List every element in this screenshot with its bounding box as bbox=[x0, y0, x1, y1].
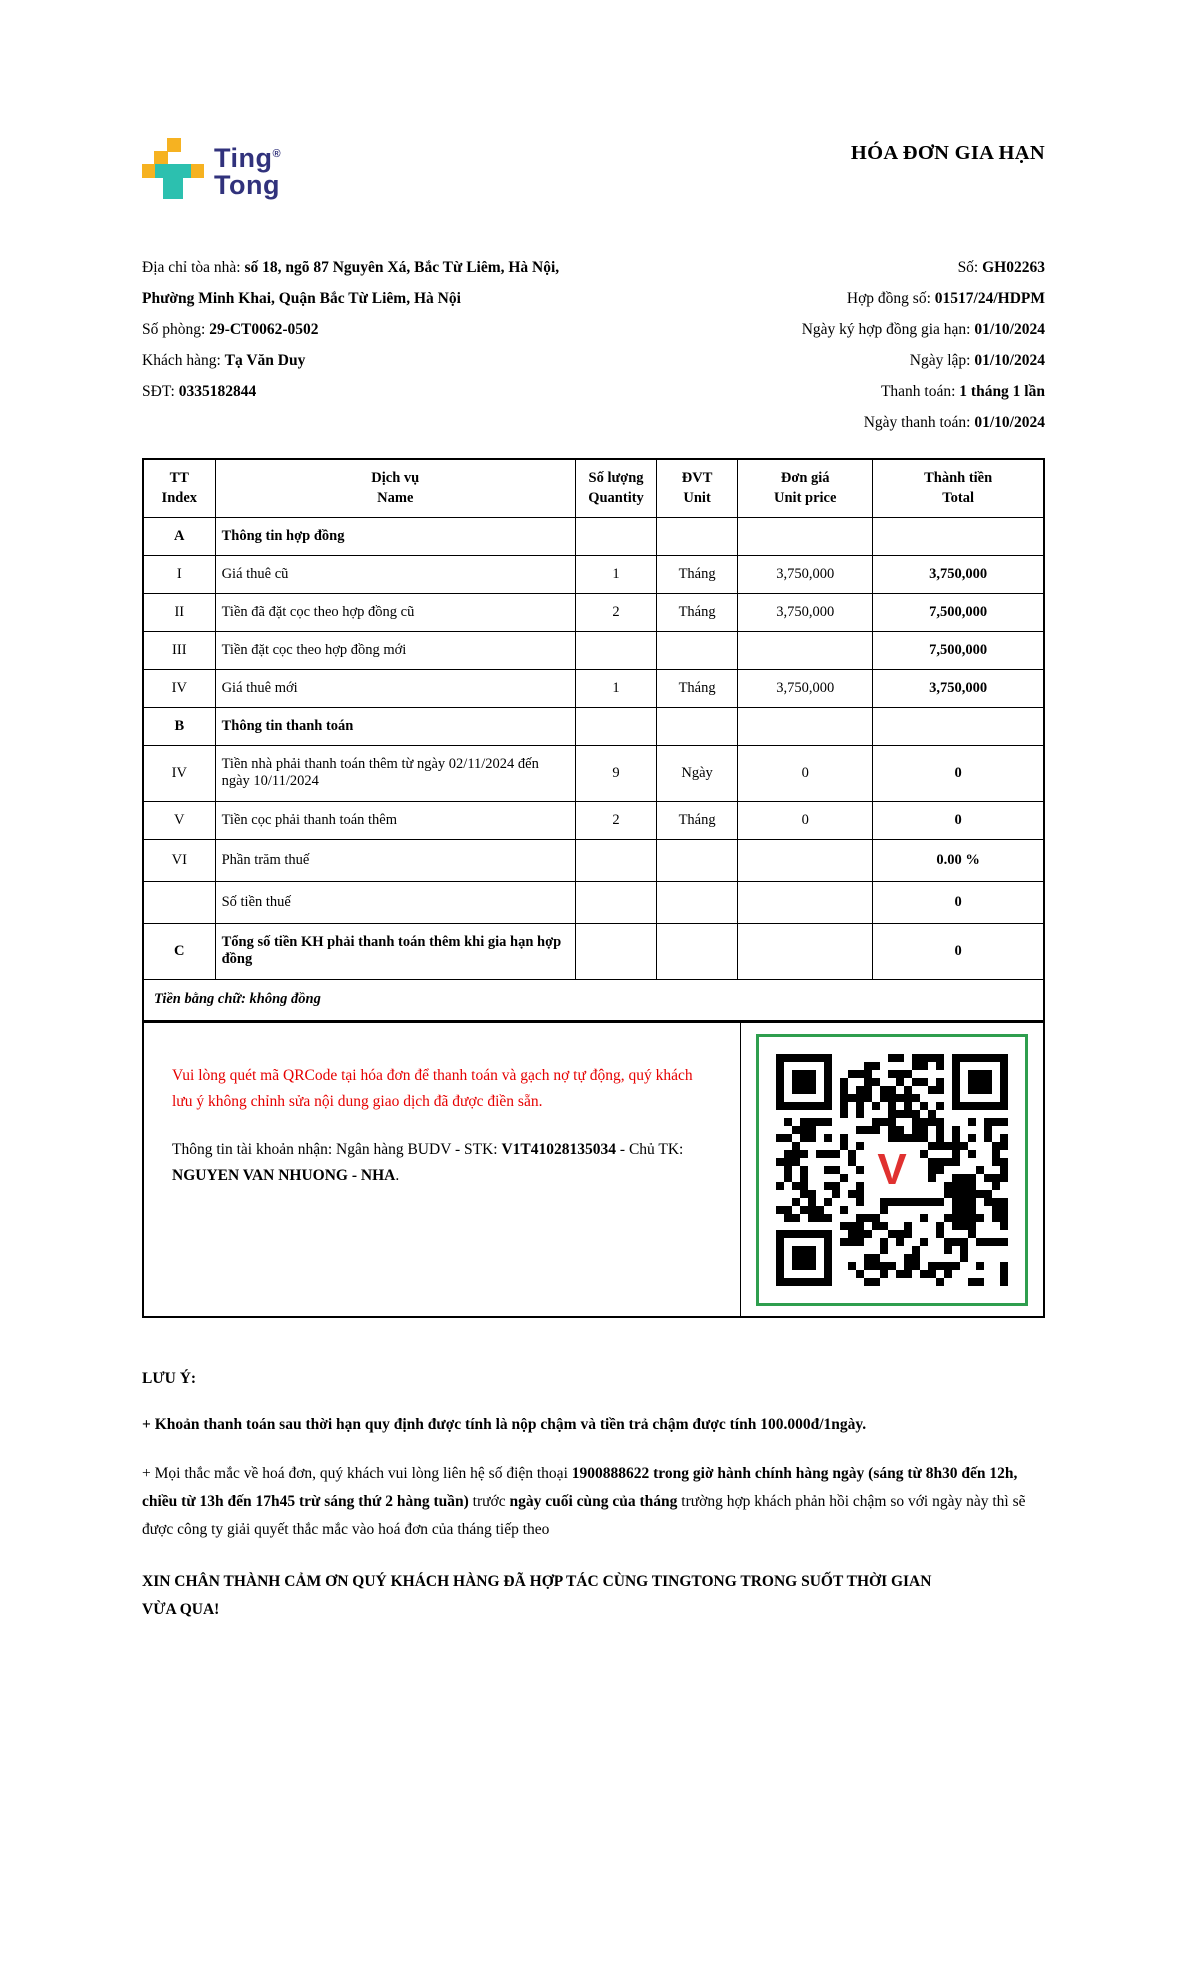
payment-date-line: Ngày thanh toán: 01/10/2024 bbox=[863, 414, 1045, 431]
header-unit-price: Đơn giá Unit price bbox=[738, 459, 873, 517]
header bbox=[142, 138, 1045, 200]
tingtong-logo-icon bbox=[142, 138, 204, 200]
header-quantity: Số lượng Quantity bbox=[575, 459, 656, 517]
building-address-line1: Địa chỉ tòa nhà: số 18, ngõ 87 Nguyên Xá, Bắc Từ Liêm, Hà Nội, bbox=[142, 259, 560, 276]
payment-box bbox=[142, 1022, 1045, 1318]
info-section bbox=[142, 252, 1045, 438]
contact-note: + Mọi thắc mắc về hoá đơn, quý khách vui lòng liên hệ số điện thoại 1900888622 trong giờ hành chính hàng ngày (sáng từ 8h30 đến 12h, chiều từ 13h đến 17h45 trừ sáng thứ 2 hàng tuần) trước ngày cuối cùng của tháng trường hợp khách phản hồi chậm so với ngày này thì sẽ được công ty giải quyết thắc mắc vào hoá đơn của tháng tiếp theo bbox=[142, 1465, 1026, 1538]
table-row-tax-percent: VI Phần trăm thuế 0.00 % bbox=[143, 839, 1044, 881]
late-fee-note: + Khoản thanh toán sau thời hạn quy định được tính là nộp chậm và tiền trả chậm được tính 100.000đ/1ngày. bbox=[142, 1416, 867, 1433]
thanks-note: XIN CHÂN THÀNH CẢM ƠN QUÝ KHÁCH HÀNG ĐÃ HỢP TÁC CÙNG TINGTONG TRONG SUỐT THỜI GIAN VỪA QUA! bbox=[142, 1573, 932, 1618]
qr-code bbox=[756, 1034, 1028, 1306]
account-holder: NGUYEN VAN NHUONG - NHA bbox=[172, 1167, 396, 1184]
registered-mark: ® bbox=[272, 148, 282, 160]
brand-name-top: Ting bbox=[214, 143, 273, 173]
footer-notes bbox=[142, 1370, 1045, 1624]
invoice-title: HÓA ĐƠN GIA HẠN bbox=[850, 142, 1045, 164]
brand-logo bbox=[142, 138, 281, 200]
table-row-section-b: B Thông tin thanh toán bbox=[143, 707, 1044, 745]
payment-cycle-line: Thanh toán: 1 tháng 1 lần bbox=[880, 383, 1045, 400]
payment-text-cell bbox=[144, 1023, 741, 1316]
header-unit: ĐVT Unit bbox=[657, 459, 738, 517]
table-row-new-deposit: III Tiền đặt cọc theo hợp đồng mới 7,500,000 bbox=[143, 631, 1044, 669]
notes-heading: LƯU Ý: bbox=[142, 1370, 197, 1387]
amount-in-words-row bbox=[143, 979, 1044, 1021]
services-table bbox=[142, 458, 1045, 1022]
table-row-section-a: A Thông tin hợp đồng bbox=[143, 517, 1044, 555]
header-total: Thành tiền Total bbox=[873, 459, 1044, 517]
account-number: V1T41028135034 bbox=[501, 1141, 617, 1158]
table-row-old-rent: I Giá thuê cũ 1 Tháng 3,750,000 3,750,000 bbox=[143, 555, 1044, 593]
room-number-line: Số phòng: 29-CT0062-0502 bbox=[142, 321, 319, 338]
info-left bbox=[142, 252, 559, 438]
issue-date-line: Ngày lập: 01/10/2024 bbox=[909, 352, 1045, 369]
invoice-content bbox=[142, 138, 1045, 1624]
qr-cell bbox=[741, 1023, 1043, 1316]
renewal-sign-date-line: Ngày ký hợp đồng gia hạn: 01/10/2024 bbox=[801, 321, 1045, 338]
brand-name-bottom: Tong bbox=[214, 170, 280, 200]
phone-line: SĐT: 0335182844 bbox=[142, 383, 257, 400]
header-index: TT Index bbox=[143, 459, 215, 517]
qr-center-logo: V bbox=[865, 1143, 919, 1197]
info-right bbox=[802, 252, 1045, 438]
customer-line: Khách hàng: Tạ Văn Duy bbox=[142, 352, 306, 369]
header-name: Dịch vụ Name bbox=[215, 459, 575, 517]
table-row-tax-amount: Số tiền thuế 0 bbox=[143, 881, 1044, 923]
table-row-extra-rent-days: IV Tiền nhà phải thanh toán thêm từ ngày 02/11/2024 đến ngày 10/11/2024 9 Ngày 0 0 bbox=[143, 745, 1044, 801]
qr-instruction: Vui lòng quét mã QRCode tại hóa đơn để thanh toán và gạch nợ tự động, quý khách lưu ý không chỉnh sửa nội dung giao dịch đã được điền sẵn. bbox=[172, 1067, 693, 1110]
table-header-row bbox=[143, 459, 1044, 517]
table-row-old-deposit: II Tiền đã đặt cọc theo hợp đồng cũ 2 Tháng 3,750,000 7,500,000 bbox=[143, 593, 1044, 631]
table-row-grand-total: C Tổng số tiền KH phải thanh toán thêm khi gia hạn hợp đồng 0 bbox=[143, 923, 1044, 979]
contract-number-line: Hợp đồng số: 01517/24/HDPM bbox=[846, 290, 1045, 307]
amount-in-words: Tiền bằng chữ: không đồng bbox=[143, 979, 1044, 1021]
building-address-line2: Phường Minh Khai, Quận Bắc Từ Liêm, Hà Nội bbox=[142, 290, 461, 307]
table-row-new-rent: IV Giá thuê mới 1 Tháng 3,750,000 3,750,000 bbox=[143, 669, 1044, 707]
hotline-number: 1900888622 trong giờ hành chính hàng ngày (sáng từ 8h30 đến 12h, chiều từ 13h đến 17h45 trừ sáng thứ 2 hàng tuần) bbox=[142, 1465, 1018, 1510]
invoice-number-line: Số: GH02263 bbox=[957, 259, 1045, 276]
account-info: Thông tin tài khoản nhận: Ngân hàng BUDV - STK: V1T41028135034 - Chủ TK: NGUYEN VAN NHUONG - NHA. bbox=[172, 1141, 684, 1184]
brand-wordmark bbox=[214, 141, 281, 199]
table-row-extra-deposit: V Tiền cọc phải thanh toán thêm 2 Tháng 0 0 bbox=[143, 801, 1044, 839]
